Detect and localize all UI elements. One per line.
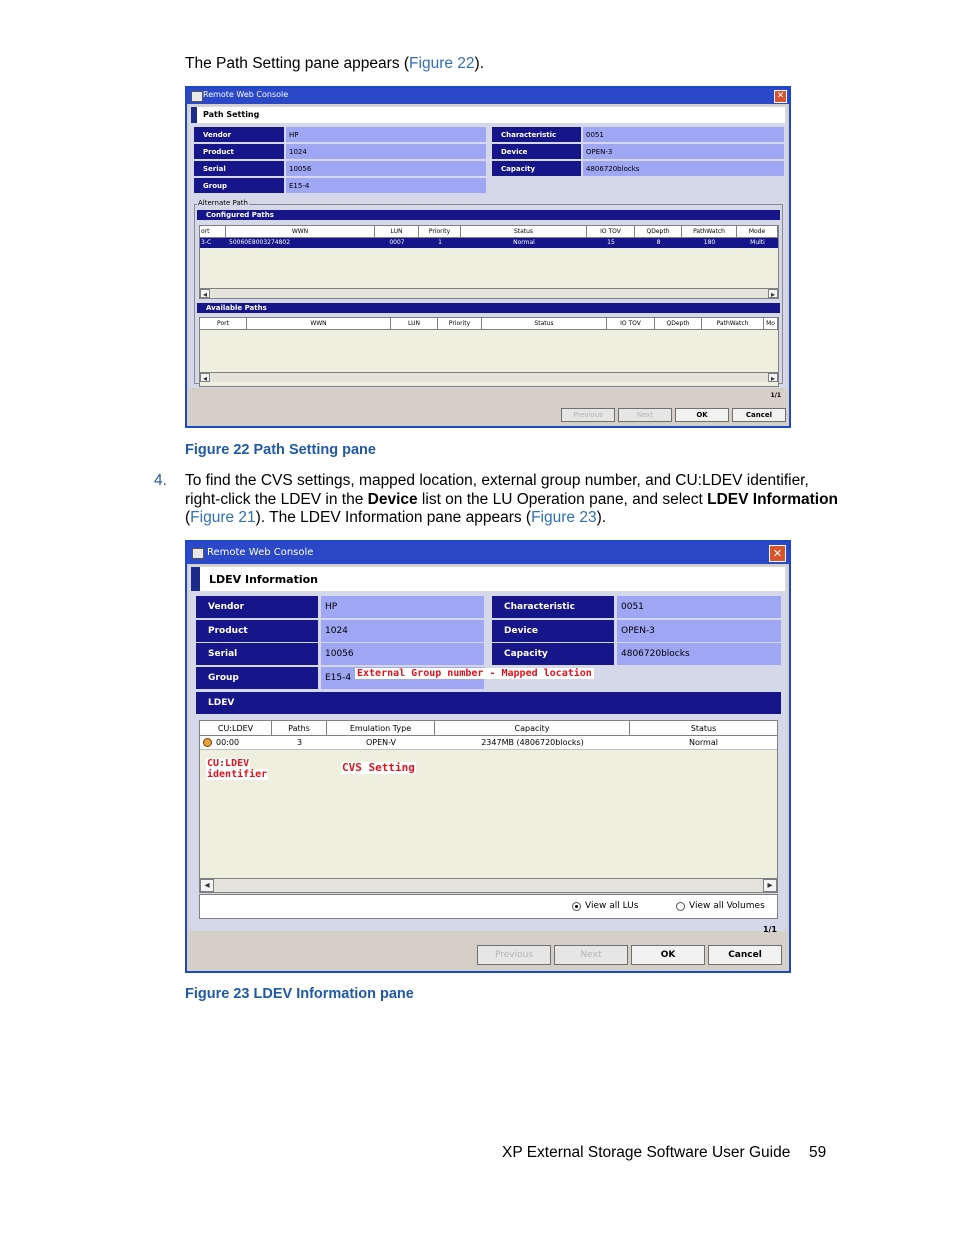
- col-paths[interactable]: Paths: [272, 721, 327, 735]
- ldev-information-term: LDEV Information: [707, 491, 839, 508]
- col-wwn[interactable]: WWN: [247, 318, 391, 329]
- product-label: Product: [196, 620, 318, 642]
- capacity-value: 4806720blocks: [583, 161, 784, 176]
- device-term: Device: [367, 491, 418, 508]
- product-value: 1024: [286, 144, 486, 159]
- device-value: OPEN-3: [617, 620, 781, 642]
- ok-button[interactable]: OK: [675, 408, 729, 422]
- horizontal-scrollbar[interactable]: [200, 878, 777, 892]
- cancel-button[interactable]: Cancel: [708, 945, 782, 965]
- characteristic-value: 0051: [583, 127, 784, 142]
- vendor-label: Vendor: [194, 127, 284, 142]
- characteristic-label: Characteristic: [492, 127, 581, 142]
- scroll-right-icon[interactable]: ▸: [763, 879, 777, 892]
- scroll-left-icon[interactable]: ◂: [200, 879, 214, 892]
- col-cu-ldev[interactable]: CU:LDEV: [200, 721, 272, 735]
- scroll-left-icon[interactable]: ◂: [200, 289, 210, 298]
- table-row[interactable]: 00:00 3 OPEN-V 2347MB (4806720blocks) Normal: [200, 736, 777, 750]
- page-number: 59: [809, 1144, 827, 1161]
- device-label: Device: [492, 144, 581, 159]
- group-label: Group: [196, 667, 318, 689]
- page-indicator: 1/1: [762, 925, 777, 934]
- cu-ldev-annotation-line1: CU:LDEV: [207, 758, 250, 769]
- figure-23-link[interactable]: Figure 23: [531, 509, 597, 526]
- cu-ldev-annotation-line2: identifier: [207, 769, 268, 780]
- vendor-label: Vendor: [196, 596, 318, 618]
- table-row[interactable]: 3-C 50060E8003274802 0007 1 Normal 15 8 180 Multi: [200, 238, 778, 248]
- col-emulation-type[interactable]: Emulation Type: [327, 721, 435, 735]
- group-value: E15-4: [321, 667, 484, 689]
- horizontal-scrollbar[interactable]: [200, 288, 778, 298]
- step-line-2: right-click the LDEV in the Device list on the LU Operation pane, and select LDEV Information: [185, 491, 839, 508]
- close-icon[interactable]: ✕: [769, 545, 786, 562]
- cancel-button[interactable]: Cancel: [732, 408, 786, 422]
- col-capacity[interactable]: Capacity: [435, 721, 630, 735]
- intro-paragraph: [185, 54, 484, 73]
- step-line-3: (Figure 21). The LDEV Information pane appears (Figure 23).: [185, 509, 607, 526]
- serial-value: 10056: [286, 161, 486, 176]
- col-port[interactable]: Port: [200, 318, 247, 329]
- ok-button[interactable]: OK: [631, 945, 705, 965]
- radio-view-all-volumes[interactable]: [676, 902, 685, 911]
- view-all-lus-label: View all LUs: [585, 901, 639, 911]
- cvs-setting-annotation: CVS Setting: [342, 761, 415, 774]
- configured-paths-list: [199, 225, 779, 299]
- group-mapped-annotation: External Group number - Mapped location: [357, 668, 592, 679]
- col-lun[interactable]: LUN: [375, 226, 419, 237]
- page-indicator: 1/1: [770, 392, 781, 399]
- serial-label: Serial: [196, 643, 318, 665]
- horizontal-scrollbar[interactable]: [200, 372, 778, 382]
- col-mode[interactable]: Mo: [764, 318, 778, 329]
- pane-title: Path Setting: [191, 107, 785, 123]
- alternate-path-label: Alternate Path: [198, 199, 248, 207]
- col-status[interactable]: Status: [482, 318, 607, 329]
- close-icon[interactable]: ✕: [774, 90, 787, 103]
- app-icon: [192, 548, 204, 559]
- next-button[interactable]: Next: [618, 408, 672, 422]
- characteristic-value: 0051: [617, 596, 781, 618]
- col-qdepth[interactable]: QDepth: [635, 226, 682, 237]
- title-bar: [187, 88, 789, 104]
- step-number: 4.: [154, 472, 167, 489]
- ldev-icon: [203, 738, 212, 747]
- product-value: 1024: [321, 620, 484, 642]
- path-setting-window: [185, 86, 791, 428]
- col-io-tov[interactable]: IO TOV: [587, 226, 635, 237]
- col-status[interactable]: Status: [461, 226, 587, 237]
- device-value: OPEN-3: [583, 144, 784, 159]
- window-title: Remote Web Console: [203, 90, 289, 99]
- serial-label: Serial: [194, 161, 284, 176]
- view-all-volumes-label: View all Volumes: [689, 901, 765, 911]
- col-status[interactable]: Status: [630, 721, 777, 735]
- group-value: E15-4: [286, 178, 486, 193]
- window-title: Remote Web Console: [207, 547, 314, 558]
- vendor-value: HP: [321, 596, 484, 618]
- intro-end: ).: [474, 55, 484, 72]
- intro-text: The Path Setting pane appears (: [185, 55, 410, 72]
- serial-value: 10056: [321, 643, 484, 665]
- vendor-value: HP: [286, 127, 486, 142]
- col-qdepth[interactable]: QDepth: [655, 318, 702, 329]
- ldev-bar: LDEV: [196, 692, 781, 714]
- characteristic-label: Characteristic: [492, 596, 614, 618]
- available-paths-list: [199, 317, 779, 387]
- configured-paths-bar: Configured Paths: [197, 210, 780, 220]
- view-options: [199, 894, 778, 919]
- next-button[interactable]: Next: [554, 945, 628, 965]
- group-label: Group: [194, 178, 284, 193]
- ldev-list: [199, 720, 778, 893]
- figure-22-link[interactable]: Figure 22: [409, 55, 475, 72]
- figure-23-caption: Figure 23 LDEV Information pane: [185, 986, 414, 1002]
- device-label: Device: [492, 620, 614, 642]
- title-bar: [187, 542, 789, 564]
- ldev-information-window: [185, 540, 791, 973]
- app-icon: [191, 91, 203, 102]
- step-line-1: To find the CVS settings, mapped location, external group number, and CU:LDEV identifier,: [185, 472, 809, 489]
- figure-21-link[interactable]: Figure 21: [190, 509, 256, 526]
- col-priority[interactable]: Priority: [438, 318, 482, 329]
- figure-22-caption: Figure 22 Path Setting pane: [185, 442, 376, 458]
- col-port[interactable]: ort: [200, 226, 226, 237]
- footer-title: XP External Storage Software User Guide: [502, 1144, 791, 1161]
- radio-view-all-lus[interactable]: [572, 902, 581, 911]
- col-mode[interactable]: Mode: [737, 226, 778, 237]
- capacity-value: 4806720blocks: [617, 643, 781, 665]
- pane-title: LDEV Information: [191, 567, 785, 591]
- col-wwn[interactable]: WWN: [226, 226, 375, 237]
- col-lun[interactable]: LUN: [391, 318, 438, 329]
- capacity-label: Capacity: [492, 161, 581, 176]
- col-pathwatch[interactable]: PathWatch: [682, 226, 737, 237]
- capacity-label: Capacity: [492, 643, 614, 665]
- scroll-left-icon[interactable]: ◂: [200, 373, 210, 382]
- scroll-right-icon[interactable]: ▸: [768, 373, 778, 382]
- available-paths-bar: Available Paths: [197, 303, 780, 313]
- scroll-right-icon[interactable]: ▸: [768, 289, 778, 298]
- col-pathwatch[interactable]: PathWatch: [702, 318, 764, 329]
- previous-button[interactable]: Previous: [477, 945, 551, 965]
- col-priority[interactable]: Priority: [419, 226, 461, 237]
- product-label: Product: [194, 144, 284, 159]
- previous-button[interactable]: Previous: [561, 408, 615, 422]
- col-io-tov[interactable]: IO TOV: [607, 318, 655, 329]
